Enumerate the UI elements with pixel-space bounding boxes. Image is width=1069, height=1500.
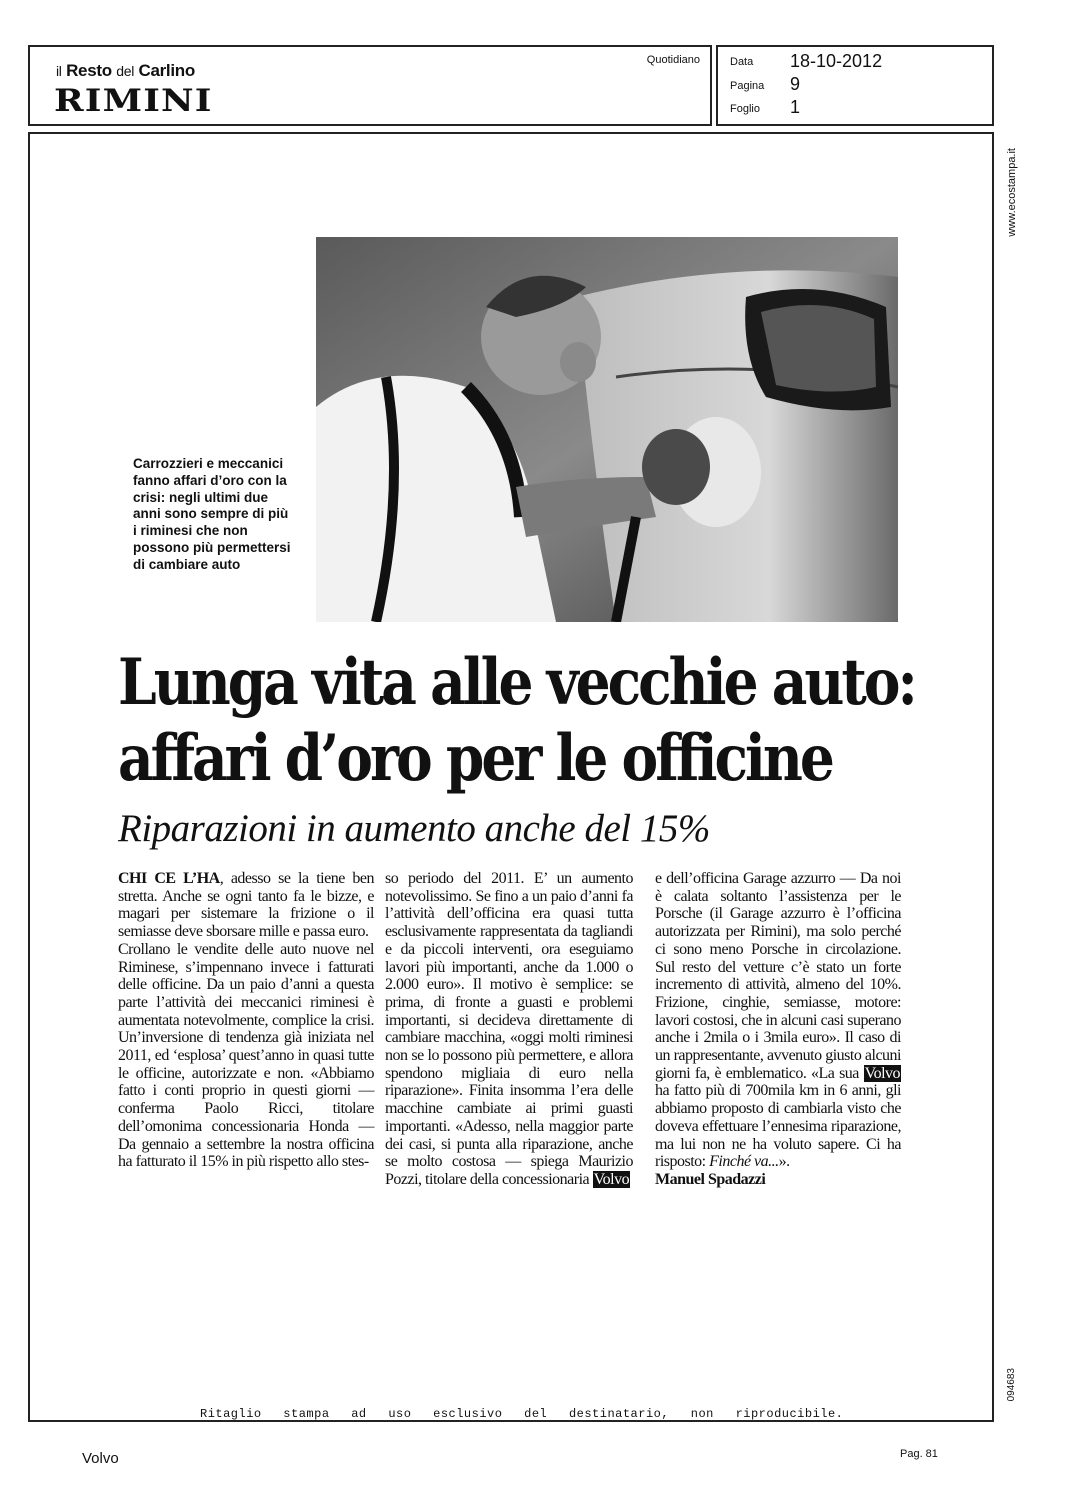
col3-text-b: ha fatto più di 700mila km in 6 anni, gli abbiamo proposto di cambiarla visto che doveva effettuare l’ennesima riparazione, ma lui non ne ha voluto sapere. Ci ha risposto: [655, 1082, 901, 1171]
logo-resto: Resto [66, 61, 112, 80]
col3-text-a: e dell’officina Garage azzurro — Da noi è calata soltanto l’assistenza per le Porsche (il Garage azzurro è l’officina autorizzata per Rimini), ma solo perché ci sono meno Porsche in circolazione. Sul resto del vetture c’è stato un forte incremento di attività, almeno del 10%. Frizione, cinghie, semiasse, motore: lavori costosi, che in alcuni casi superano anche i 2mila o i 3mila euro». Il caso di un rappresentante, avvenuto giusto alcuni giorni fa, è emblematico. «La sua [655, 870, 901, 1082]
article-photo [316, 237, 898, 622]
newspaper-logo [56, 61, 195, 81]
headline [118, 645, 915, 797]
headline-line-2: affari d’oro per le officine [118, 721, 832, 796]
article-column-1 [118, 870, 374, 1171]
logo-del: del [116, 63, 135, 79]
paragraph [118, 870, 374, 941]
page-label: Pagina [730, 80, 765, 92]
col3-quote: Finché va... [709, 1153, 779, 1171]
date-label: Data [730, 56, 754, 68]
keyword-label: Volvo [82, 1450, 119, 1467]
paragraph [655, 870, 901, 1171]
logo-prefix: il [56, 63, 62, 79]
col3-end: ». [778, 1153, 790, 1171]
brand-highlight: Volvo [864, 1064, 901, 1082]
sheet-value: 1 [790, 97, 801, 117]
headline-line-1: Lunga vita alle vecchie auto: [118, 645, 915, 720]
brand-highlight: Volvo [593, 1170, 630, 1188]
sheet-label: Foglio [730, 103, 760, 115]
logo-carlino: Carlino [138, 61, 195, 80]
col1-p2: Crollano le vendite delle auto nuove nel Riminese, s’impennano invece i fatturati delle officine. Da un paio d’anni a questa parte l’attività dei meccanici riminesi è aumentata notevolmente, complice la crisi. Un’inversione di tendenza già iniziata nel 2011, ed ‘esplosa’ quest’anno in quasi tutte le officine, autorizzate e non. «Abbiamo fatto i conti proprio in questi giorni — conferma Paolo Ricci, titolare dell’omonima concessionaria Honda — Da gennaio a settembre la nostra officina ha fatturato il 15% in più rispetto allo stes- [118, 940, 374, 1171]
publication-type: Quotidiano [646, 54, 700, 66]
subtitle: Riparazioni in aumento anche del 15% [118, 807, 710, 850]
copyright-notice: Ritaglio stampa ad uso esclusivo del destinatario, non riproducibile. [200, 1407, 844, 1421]
photo-caption: Carrozzieri e meccanici fanno affari d’oro con la crisi: negli ultimi due anni sono sempre di più i riminesi che non possono più permettersi di cambiare auto [133, 456, 291, 572]
date-value: 18-10-2012 [790, 51, 883, 71]
edition-name: RIMINI [54, 83, 213, 119]
masthead-meta-box [716, 45, 994, 126]
col1-p1: , adesso se la tiene ben stretta. Anche se ogni tanto fa le bizze, e magari per sistemare la frizione o il semiasse deve sborsare mille e passa euro. [118, 870, 375, 941]
page-number: Pag. 81 [900, 1448, 938, 1460]
masthead [28, 45, 992, 128]
col2-text: so periodo del 2011. E’ un aumento notevolissimo. Se fino a un paio d’anni fa l’attività dell’officina era quasi tutta esclusivamente rappresentata da tagliandi e da piccoli interventi, ora eseguiamo lavori più importanti, anche da 1.000 o 2.000 euro». Il motivo è semplice: se prima, di fronte a guasti e problemi importanti, si decideva direttamente di cambiare macchina, «oggi molti riminesi non se lo possono più permettere, e allora spendono migliaia di euro nella riparazione». Finita insomma l’era delle macchine cambiate ai primi guasti importanti. «Adesso, nella maggior parte dei casi, si punta alla riparazione, anche se molto costosa — spiega Maurizio Pozzi, titolare della concessionaria [385, 870, 633, 1188]
article-column-2 [385, 870, 633, 1189]
side-url: www.ecostampa.it [1006, 148, 1018, 237]
author-signature: Manuel Spadazzi [655, 1170, 766, 1188]
article-column-3 [655, 870, 901, 1189]
mechanic-photo-illustration [316, 237, 898, 622]
masthead-left-box [28, 45, 712, 126]
lead-in: CHI CE L’HA [118, 870, 220, 887]
side-code: 094683 [1006, 1368, 1017, 1402]
paragraph [385, 870, 633, 1189]
page-value: 9 [790, 74, 801, 94]
